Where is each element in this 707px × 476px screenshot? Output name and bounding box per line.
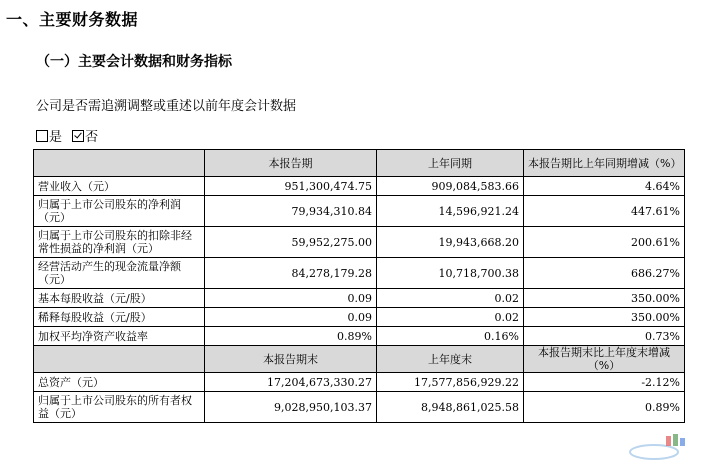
row-current-value: 951,300,474.75 (205, 177, 377, 196)
row-prior-value: 14,596,921.24 (377, 196, 524, 227)
row-change-value: 4.64% (524, 177, 685, 196)
watermark-logo-icon (626, 432, 692, 466)
option-no-label: 否 (85, 130, 99, 145)
table-row (34, 327, 685, 346)
table-row (34, 308, 685, 327)
row-prior-value: 19,943,668.20 (377, 227, 524, 258)
row-change-value: 447.61% (524, 196, 685, 227)
table1-header-row (34, 150, 685, 177)
table1-header-change: 本报告期比上年同期增减（%） (524, 150, 685, 177)
row-label: 归属于上市公司股东的净利润（元） (34, 196, 205, 227)
row-change-value: 200.61% (524, 227, 685, 258)
table-row (34, 196, 685, 227)
row-current-value: 0.09 (205, 308, 377, 327)
row-current-value: 17,204,673,330.27 (205, 373, 377, 392)
row-label: 经营活动产生的现金流量净额（元） (34, 258, 205, 289)
row-label: 加权平均净资产收益率 (34, 327, 205, 346)
table2-header-blank (34, 346, 205, 373)
row-label: 归属于上市公司股东的所有者权益（元） (34, 392, 205, 423)
table2-header-prior: 上年度末 (377, 346, 524, 373)
table-row (34, 227, 685, 258)
row-change-value: 686.27% (524, 258, 685, 289)
subsection-heading: （一）主要会计数据和财务指标 (36, 54, 232, 70)
restatement-question: 公司是否需追溯调整或重述以前年度会计数据 (36, 99, 297, 114)
row-change-value: -2.12% (524, 373, 685, 392)
table-row (34, 373, 685, 392)
table1-header-prior: 上年同期 (377, 150, 524, 177)
table-row (34, 258, 685, 289)
row-label: 稀释每股收益（元/股） (34, 308, 205, 327)
row-label: 营业收入（元） (34, 177, 205, 196)
row-current-value: 0.09 (205, 289, 377, 308)
table1-header-current: 本报告期 (205, 150, 377, 177)
table1-header-blank (34, 150, 205, 177)
row-label: 基本每股收益（元/股） (34, 289, 205, 308)
row-prior-value: 909,084,583.66 (377, 177, 524, 196)
row-change-value: 0.73% (524, 327, 685, 346)
row-prior-value: 17,577,856,929.22 (377, 373, 524, 392)
row-change-value: 350.00% (524, 289, 685, 308)
row-current-value: 9,028,950,103.37 (205, 392, 377, 423)
option-no-checkbox[interactable] (72, 130, 84, 142)
row-current-value: 59,952,275.00 (205, 227, 377, 258)
row-change-value: 350.00% (524, 308, 685, 327)
row-current-value: 79,934,310.84 (205, 196, 377, 227)
row-prior-value: 10,718,700.38 (377, 258, 524, 289)
table2-header-current: 本报告期末 (205, 346, 377, 373)
option-yes-checkbox[interactable] (36, 130, 48, 142)
table-row (34, 289, 685, 308)
row-change-value: 0.89% (524, 392, 685, 423)
row-prior-value: 0.16% (377, 327, 524, 346)
row-prior-value: 0.02 (377, 289, 524, 308)
table2-header-row (34, 346, 685, 373)
row-prior-value: 8,948,861,025.58 (377, 392, 524, 423)
row-label: 归属于上市公司股东的扣除非经常性损益的净利润（元） (34, 227, 205, 258)
row-label: 总资产（元） (34, 373, 205, 392)
row-prior-value: 0.02 (377, 308, 524, 327)
financial-data-table (33, 149, 685, 423)
row-current-value: 0.89% (205, 327, 377, 346)
row-current-value: 84,278,179.28 (205, 258, 377, 289)
option-yes-label: 是 (49, 130, 63, 145)
table2-header-change: 本报告期末比上年度末增减（%） (524, 346, 685, 373)
section-heading: 一、主要财务数据 (6, 10, 139, 29)
table-row (34, 392, 685, 423)
table-row (34, 177, 685, 196)
restatement-options (36, 126, 98, 145)
